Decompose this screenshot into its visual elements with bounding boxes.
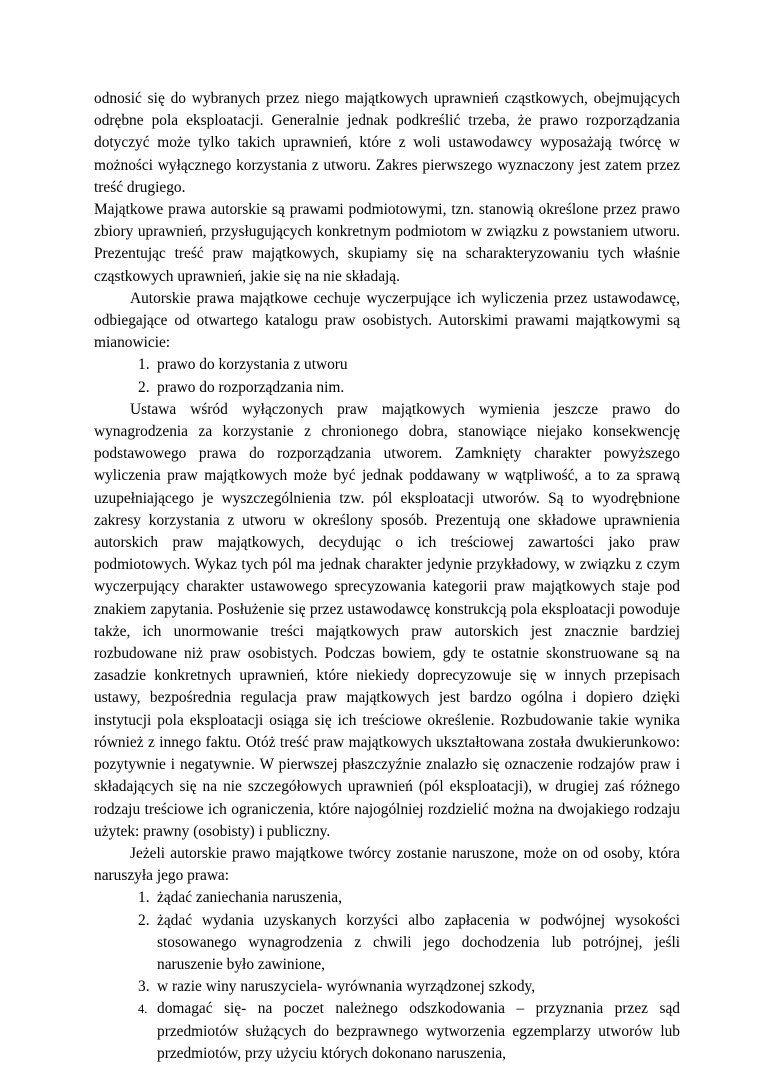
list-number: 2. (138, 911, 150, 929)
list-item (94, 354, 680, 376)
list-item-text: prawo do korzystania z utworu (157, 356, 348, 374)
list-item-text: żądać wydania uzyskanych korzyści albo zapłacenia w podwójnej wysokości stosowanego wynagrodzenia z chwili jego dochodzenia lub potrójnej, jeśli naruszenie było zawinione, (157, 911, 680, 973)
list-item (94, 976, 680, 998)
property-rights-list (94, 354, 680, 398)
list-item (94, 887, 680, 909)
paragraph-1: odnosić się do wybranych przez niego majątkowych uprawnień cząstkowych, obejmujących odrębne pola eksploatacji. Generalnie jednak podkreślić trzeba, że prawo rozporządzania dotyczyć może tylko takich uprawnień, które z woli ustawodawcy wyposażają twórcę w możności wyłącznego korzystania z utworu. Zakres pierwszego wyznaczony jest zatem przez treść drugiego. (94, 90, 680, 196)
list-number: 3. (138, 978, 150, 996)
list-item (94, 910, 680, 977)
list-item (94, 998, 680, 1065)
list-item-text: żądać zaniechania naruszenia, (157, 889, 342, 907)
paragraph-2: Majątkowe prawa autorskie są prawami podmiotowymi, tzn. stanowią określone przez prawo zbiory uprawnień, przysługujących konkretnym podmiotom w związku z powstaniem utworu. Prezentując treść praw majątkowych, skupiamy się na scharakteryzowaniu tych właśnie cząstkowych uprawnień, jakie się na nie składają. (94, 201, 680, 285)
list-item (94, 377, 680, 399)
paragraph-5: Jeżeli autorskie prawo majątkowe twórcy zostanie naruszone, może on od osoby, która naruszyła jego prawa: (94, 844, 680, 885)
paragraph-3: Autorskie prawa majątkowe cechuje wyczerpujące ich wyliczenia przez ustawodawcę, odbiegające od otwartego katalogu praw osobistych. Autorskimi prawami majątkowymi są mianowicie: (94, 289, 680, 352)
list-number: 4. (138, 1002, 148, 1017)
paragraph-4: Ustawa wśród wyłączonych praw majątkowych wymienia jeszcze prawo do wynagrodzenia za korzystanie z chronionego dobra, stanowiące niejako konsekwencję podstawowego prawa do rozporządzania utworem. Zamknięty charakter powyższego wyliczenia praw majątkowych może być jednak poddawany w wątpliwość, a to za sprawą uzupełniającego je wyszczególnienia tzw. pól eksploatacji utworów. Są to wyodrębnione zakresy korzystania z utworu w określony sposób. Prezentują one składowe uprawnienia autorskich praw majątkowych, decydując o ich treściowej zawartości jako praw podmiotowych. Wykaz tych pól ma jednak charakter jedynie przykładowy, w związku z czym wyczerpujący charakter ustawowego sprecyzowania kategorii praw majątkowych staje pod znakiem zapytania. Posłużenie się przez ustawodawcę konstrukcją pola eksploatacji powoduje także, ich unormowanie treści majątkowych praw autorskich jest znacznie bardziej rozbudowane niż praw osobistych. Podczas bowiem, gdy te ostatnie skonstruowane są na zasadzie konkretnych uprawnień, które niekiedy doprecyzowuje się w innych przepisach ustawy, bezpośrednia regulacja praw majątkowych jest bardzo ogólna i dopiero dzięki instytucji pola eksploatacji osiąga się ich treściowe określenie. Rozbudowanie takie wynika również z innego faktu. Otóż treść praw majątkowych ukształtowana została dwukierunkowo: pozytywnie i negatywnie. W pierwszej płaszczyźnie znalazło się oznaczenie rodzajów praw i składających się na nie szczegółowych uprawnień (pól eksploatacji), w drugiej zaś różnego rodzaju treściowe ich ograniczenia, które najogólniej rozdzielić można na dwojakiego rodzaju użytek: prawny (osobisty) i publiczny. (94, 400, 680, 840)
list-number: 1. (138, 356, 150, 374)
list-number: 2. (138, 378, 150, 396)
list-item-text: prawo do rozporządzania nim. (157, 378, 345, 396)
document-page (94, 88, 680, 1065)
remedies-list (94, 887, 680, 1065)
list-item-text: domagać się- na poczet należnego odszkodowania – przyznania przez sąd przedmiotów służących do bezprawnego wytworzenia egzemplarzy utworów lub przedmiotów, przy użyciu których dokonano naruszenia, (157, 1000, 680, 1062)
list-item-text: w razie winy naruszyciela- wyrównania wyrządzonej szkody, (157, 978, 536, 996)
list-number: 1. (138, 889, 150, 907)
